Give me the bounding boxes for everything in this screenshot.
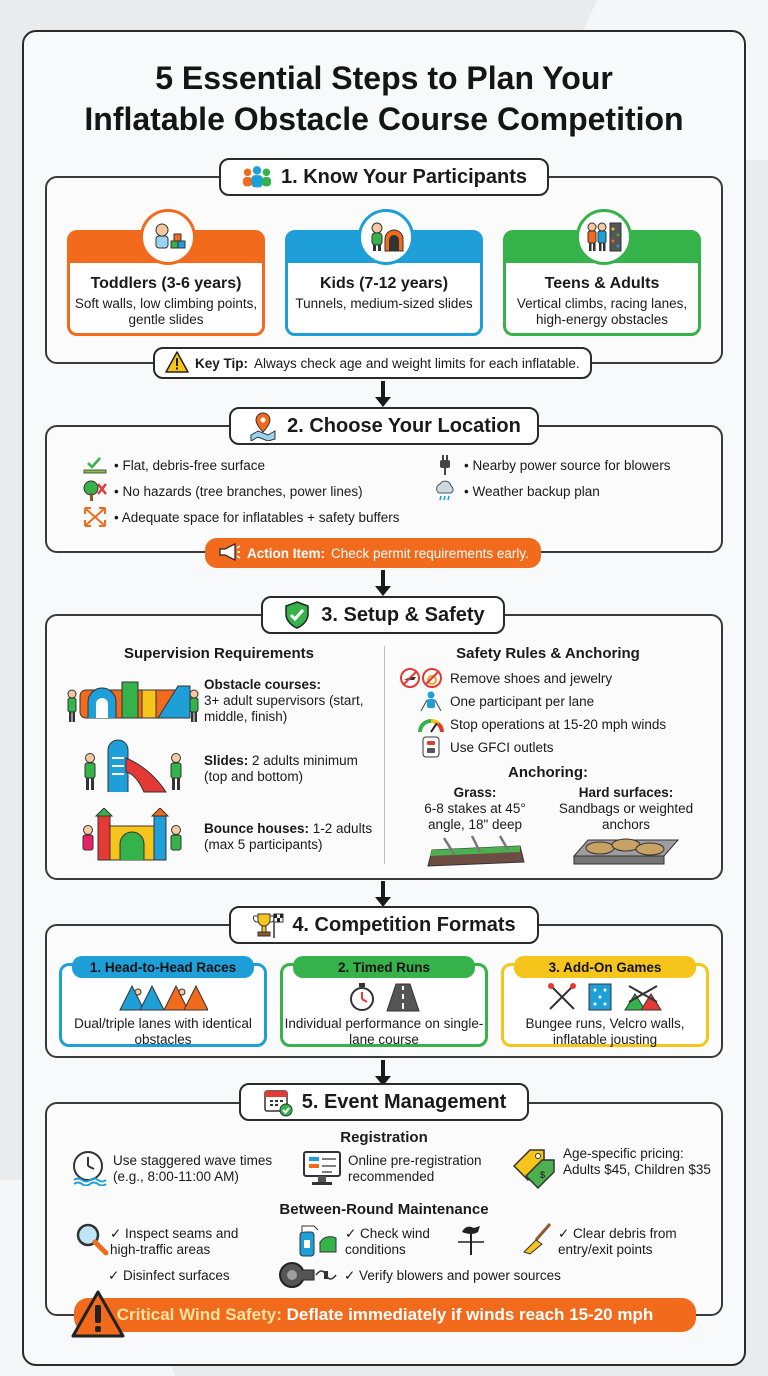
rules-title: Safety Rules & Anchoring [456,645,640,662]
bounce-house-icon [80,808,184,869]
kid-tunnel-icon [358,209,414,265]
key-tip-callout [153,347,592,379]
price-tag-icon [512,1148,558,1195]
flow-arrow [381,1060,385,1078]
jousting-icon [623,982,663,1012]
flow-arrow [381,570,385,588]
flat-surface-icon [82,454,108,476]
location-item [432,454,671,476]
expand-arrows-icon [82,506,108,528]
grass-stakes-icon [424,832,528,873]
maintenance-item: ✓ Check wind conditions [345,1226,430,1257]
anchoring-hard [558,785,694,833]
age-card-kids [285,230,483,336]
location-item [82,480,363,502]
step3-title: 3. Setup & Safety [321,603,485,626]
obstacle-course-icon [66,672,200,729]
danger-triangle-icon [70,1289,126,1344]
title-line-2: Inflatable Obstacle Course Competition [84,101,684,137]
format-desc: Individual performance on single-lane course [284,1016,484,1047]
key-tip-label: Key Tip: [195,355,249,371]
anchoring-grass [410,785,540,833]
rule-text: One participant per lane [450,693,595,709]
warning-icon [165,351,189,376]
location-item [82,506,400,528]
format-icons [283,982,485,1012]
maintenance-item: ✓ Clear debris from entry/exit points [558,1226,677,1257]
blower-icon [276,1260,340,1295]
age-card-teens [503,230,701,336]
power-plug-icon [432,454,458,476]
rule-text: Stop operations at 15-20 mph winds [450,716,667,732]
magnifier-icon [74,1222,110,1261]
location-item-text: • Adequate space for inflatables + safety buffers [114,509,400,525]
broom-icon [520,1222,554,1261]
anchoring-text: Sandbags or weighted anchors [558,801,694,832]
slide-icon [80,738,184,799]
registration-item: Online pre-registration recommended [348,1153,482,1184]
column-divider [384,646,385,864]
anchoring-label: Hard surfaces: [578,785,674,800]
rule-item [418,690,594,712]
anchoring-label: Grass: [453,785,497,800]
warning-text: Deflate immediately if winds reach 15-20 mph [286,1305,654,1324]
supervision-slides [204,753,378,785]
location-item-text: • Nearby power source for blowers [464,457,671,473]
age-card-title: Teens & Adults [544,275,660,292]
bungee-run-icon [547,982,577,1012]
age-card-desc: Vertical climbs, racing lanes, high-energy obstacles [516,296,688,327]
tree-hazard-icon [82,480,108,502]
calendar-check-icon [262,1086,294,1118]
maintenance-title: Between-Round Maintenance [279,1201,489,1218]
title-line-1: 5 Essential Steps to Plan Your [155,60,613,96]
action-item-text: Check permit requirements early. [331,545,529,561]
step5-heading [239,1083,529,1121]
maintenance-item: ✓ Inspect seams and high-traffic areas [110,1226,239,1257]
step1-heading [219,158,549,196]
supervision-text: 1-2 adults (max 5 participants) [204,821,373,852]
velcro-wall-icon [587,982,613,1012]
price-tag-glyph: $ [540,1170,546,1180]
anchoring-text: 6-8 stakes at 45° angle, 18" deep [424,801,526,832]
location-item-text: • Flat, debris-free surface [114,457,266,473]
step4-title: 4. Competition Formats [292,913,516,936]
map-pin-icon [247,410,279,442]
megaphone-icon [217,542,241,565]
format-card-head-to-head [59,959,267,1047]
format-desc: Bungee runs, Velcro walls, inflatable jousting [525,1016,685,1047]
format-tag: 2. Timed Runs [293,956,475,978]
age-card-title: Kids (7-12 years) [319,275,449,292]
wind-gauge-icon [418,713,444,735]
rule-item [418,736,554,758]
location-item [82,454,265,476]
sandbag-icon [568,832,682,873]
group-people-icon [241,161,273,193]
single-person-lane-icon [418,690,444,712]
racing-lanes-icon [62,982,264,1012]
age-card-desc: Soft walls, low climbing points, gentle slides [74,296,258,327]
supervision-title: Supervision Requirements [123,645,315,662]
supervision-label: Bounce houses: [204,821,310,836]
toddler-blocks-icon [140,209,196,265]
warning-label: Critical Wind Safety: [116,1305,282,1324]
registration-item: Use staggered wave times (e.g., 8:00-11:00 AM) [113,1153,273,1184]
rule-item [418,713,666,735]
stopwatch-icon [348,982,376,1012]
action-item-callout [205,538,541,568]
rule-text: Use GFCI outlets [450,739,554,755]
supervision-bounce [204,821,378,853]
road-lane-icon [386,982,420,1012]
age-card-title: Toddlers (3-6 years) [90,275,242,292]
supervision-label: Slides: [204,753,249,768]
rule-text: Remove shoes and jewelry [450,670,613,686]
flow-arrow [381,881,385,899]
step2-heading [229,407,539,445]
supervision-label: Obstacle courses: [204,677,322,692]
supervision-obstacle [204,677,374,725]
format-icons [504,982,706,1012]
rule-item [398,667,612,689]
step2-title: 2. Choose Your Location [287,414,521,437]
key-tip-text: Always check age and weight limits for each inflatable. [254,355,580,371]
spray-bottle-icon [296,1220,340,1263]
maintenance-item: ✓ Disinfect surfaces [108,1268,230,1283]
format-tag: 1. Head-to-Head Races [72,956,254,978]
location-item-text: • No hazards (tree branches, power lines) [114,483,363,499]
age-card-toddlers [67,230,265,336]
maintenance-item: ✓ Verify blowers and power sources [344,1268,561,1283]
supervision-text: 3+ adult supervisors (start, middle, finish) [204,693,364,724]
action-item-label: Action Item: [247,545,326,561]
format-card-add-on-games [501,959,709,1047]
location-item [432,480,600,502]
format-tag: 3. Add-On Games [514,956,696,978]
registration-item: Age-specific pricing: Adults $45, Children $35 [563,1146,711,1177]
step1-title: 1. Know Your Participants [281,165,527,188]
gfci-outlet-icon [418,736,444,758]
location-item-text: • Weather backup plan [464,483,600,499]
trophy-flag-icon [252,909,284,941]
critical-wind-safety-banner [74,1298,696,1332]
flow-arrow [381,381,385,399]
rain-cloud-icon [432,480,458,502]
page-title [0,58,768,140]
format-card-timed-runs [280,959,488,1047]
step5-title: 5. Event Management [301,1090,507,1113]
step4-heading [229,906,539,944]
clock-wave-icon [70,1150,108,1191]
step3-heading [261,596,505,634]
anchoring-title: Anchoring: [508,764,588,781]
no-shoes-jewelry-icon [398,667,444,689]
supervision-text: 2 adults minimum (top and bottom) [204,753,358,784]
weather-vane-icon [452,1222,490,1261]
age-card-desc: Tunnels, medium-sized slides [295,296,473,311]
shield-check-icon [281,599,313,631]
registration-title: Registration [340,1129,428,1146]
format-desc: Dual/triple lanes with identical obstacles [74,1016,252,1047]
computer-registration-icon [302,1148,342,1193]
climbing-wall-icon [576,209,632,265]
